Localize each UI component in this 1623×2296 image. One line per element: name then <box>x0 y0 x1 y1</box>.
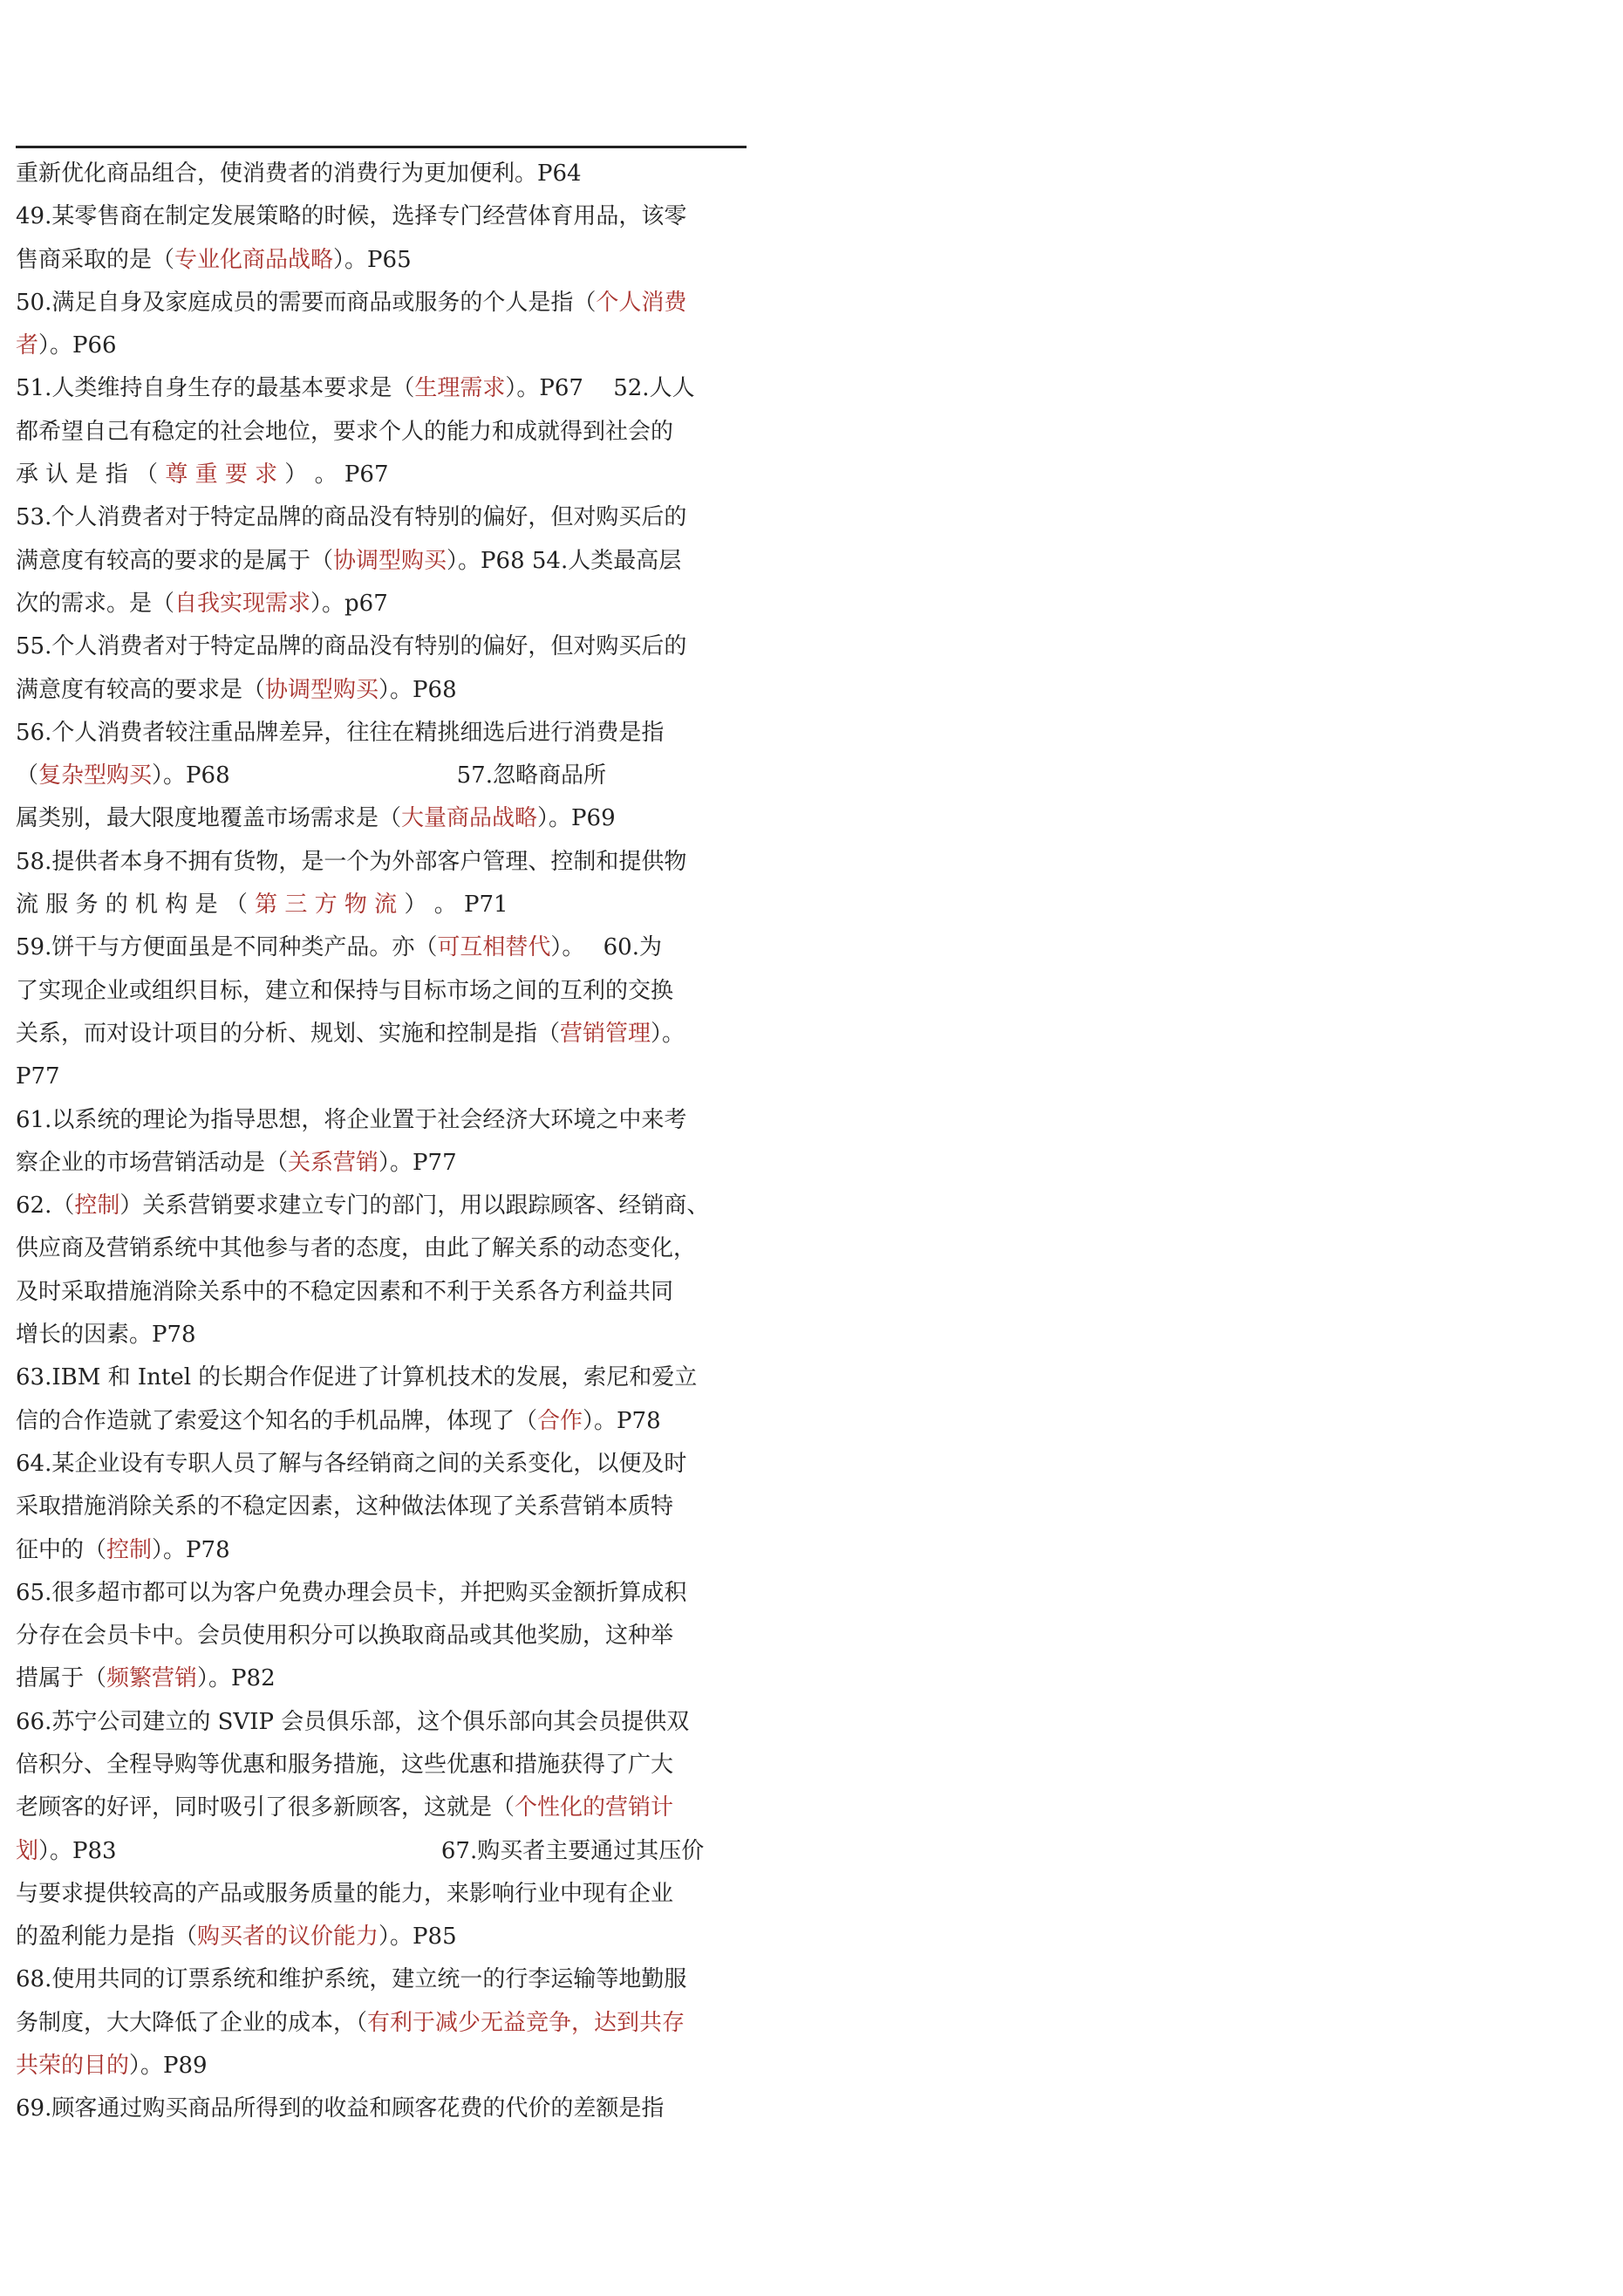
answer-text: 频繁营销 <box>106 1665 198 1692</box>
question-text: 务制度，大大降低了企业的成本，（ <box>16 2009 368 2036</box>
text-line <box>16 1443 747 1486</box>
text-line <box>16 540 747 583</box>
text-line <box>16 1572 747 1615</box>
text-line <box>16 583 747 625</box>
question-text: 56.个人消费者较注重品牌差异，往往在精挑细选后进行消费是指 <box>16 719 665 746</box>
answer-text: 协调型购买 <box>333 547 447 574</box>
question-text: 察企业的市场营销活动是（ <box>16 1149 289 1176</box>
question-text: 增长的因素。P78 <box>16 1322 196 1349</box>
text-line <box>16 195 747 238</box>
question-text: 倍积分、全程导购等优惠和服务措施，这些优惠和措施获得了广大 <box>16 1751 674 1778</box>
text-line <box>16 1185 747 1227</box>
question-text: 供应商及营销系统中其他参与者的态度，由此了解关系的动态变化， <box>16 1235 697 1262</box>
answer-text: 合作 <box>537 1407 583 1434</box>
question-text: ） 。 P71 <box>397 892 508 919</box>
question-text: 措属于（ <box>16 1665 107 1692</box>
answer-text: 生理需求 <box>414 375 506 402</box>
question-text: 49.某零售商在制定发展策略的时候，选择专门经营体育用品，该零 <box>16 203 687 230</box>
text-line <box>16 669 747 712</box>
answer-text: 协调型购买 <box>265 676 379 703</box>
question-text: 重新优化商品组合，使消费者的消费行为更加便利。P64 <box>16 161 582 187</box>
text-line <box>16 367 747 410</box>
question-text: ）。P78 <box>152 1536 230 1563</box>
question-text: 流 服 务 的 机 构 是 （ <box>16 892 256 919</box>
question-text: ）。P83 67.购买者主要通过其压价 <box>38 1837 705 1864</box>
question-text: （ <box>16 762 39 789</box>
question-text: 50.满足自身及家庭成员的需要而商品或服务的个人是指（ <box>16 289 597 316</box>
question-text: ）。p67 <box>310 590 388 617</box>
question-text: P77 <box>16 1063 60 1090</box>
question-text: 65.很多超市都可以为客户免费办理会员卡，并把购买金额折算成积 <box>16 1579 687 1606</box>
question-text: ）。 <box>651 1020 685 1047</box>
question-text: ）。P77 <box>378 1149 457 1176</box>
text-line <box>16 2002 747 2045</box>
answer-text: 关系营销 <box>288 1149 379 1176</box>
question-text: 及时采取措施消除关系中的不稳定因素和不利于关系各方利益共同 <box>16 1278 674 1305</box>
text-line <box>16 1227 747 1270</box>
question-text: 59.饼干与方便面虽是不同种类产品。亦（ <box>16 934 438 961</box>
text-line <box>16 1099 747 1142</box>
question-text: 属类别，最大限度地覆盖市场需求是（ <box>16 805 402 832</box>
text-line <box>16 454 747 496</box>
answer-text: 尊 重 要 求 <box>165 461 278 489</box>
question-text: 62.（ <box>16 1192 75 1220</box>
text-line <box>16 1142 747 1185</box>
question-text: ）。P66 <box>38 332 117 359</box>
question-text: 老顾客的好评，同时吸引了很多新顾客，这就是（ <box>16 1794 515 1821</box>
question-text: 55.个人消费者对于特定品牌的商品没有特别的偏好，但对购买后的 <box>16 633 687 660</box>
answer-text: 控制 <box>106 1536 153 1563</box>
question-text: 61.以系统的理论为指导思想，将企业置于社会经济大环境之中来考 <box>16 1106 687 1133</box>
text-line <box>16 2088 747 2130</box>
text-line <box>16 496 747 539</box>
text-line <box>16 1271 747 1314</box>
text-line <box>16 1615 747 1657</box>
question-text: 征中的（ <box>16 1536 107 1563</box>
answer-text: 共荣的目的 <box>16 2053 130 2080</box>
text-line <box>16 411 747 454</box>
answer-text: 大量商品战略 <box>401 805 538 832</box>
text-line <box>16 970 747 1013</box>
question-text: 次的需求。是（ <box>16 590 175 617</box>
text-line <box>16 755 747 797</box>
text-line <box>16 239 747 282</box>
text-line <box>16 1701 747 1744</box>
question-text: ）。P67 52.人人 <box>505 375 695 402</box>
question-text: 的盈利能力是指（ <box>16 1924 198 1951</box>
text-line <box>16 884 747 926</box>
text-line <box>16 1356 747 1399</box>
question-text: ）。P68 57.忽略商品所 <box>152 762 606 789</box>
question-text: 满意度有较高的要求的是属于（ <box>16 547 334 574</box>
text-line <box>16 1787 747 1829</box>
question-text: ）。 60.为 <box>550 934 662 961</box>
text-line <box>16 2045 747 2088</box>
answer-text: 营销管理 <box>560 1020 651 1047</box>
text-line <box>16 1056 747 1098</box>
question-text: 了实现企业或组织目标，建立和保持与目标市场之间的互利的交换 <box>16 977 674 1004</box>
text-line <box>16 153 747 195</box>
question-text: 关系，而对设计项目的分析、规划、实施和控制是指（ <box>16 1020 561 1047</box>
text-line <box>16 1314 747 1356</box>
text-line <box>16 1744 747 1787</box>
text-line <box>16 712 747 755</box>
text-line <box>16 282 747 325</box>
question-text: ）关系营销要求建立专门的部门，用以跟踪顾客、经销商、 <box>119 1192 710 1220</box>
text-line <box>16 1958 747 2001</box>
answer-text: 有利于减少无益竞争，达到共存 <box>367 2009 685 2036</box>
question-text: 信的合作造就了索爱这个知名的手机品牌，体现了（ <box>16 1407 538 1434</box>
text-line <box>16 1916 747 1958</box>
question-text: 满意度有较高的要求是（ <box>16 676 266 703</box>
question-text: 分存在会员卡中。会员使用积分可以换取商品或其他奖励，这种举 <box>16 1623 674 1650</box>
answer-text: 个性化的营销计 <box>515 1794 674 1821</box>
question-text: 64.某企业设有专职人员了解与各经销商之间的关系变化，以便及时 <box>16 1450 687 1477</box>
answer-text: 者 <box>16 332 39 359</box>
question-text: ）。P78 <box>583 1407 661 1434</box>
answer-text: 自我实现需求 <box>174 590 311 617</box>
question-text: ）。P85 <box>378 1924 457 1951</box>
text-line <box>16 841 747 884</box>
text-line <box>16 1873 747 1916</box>
question-text: 68.使用共同的订票系统和维护系统，建立统一的行李运输等地勤服 <box>16 1966 687 1993</box>
question-text: ）。P82 <box>197 1665 276 1692</box>
text-line <box>16 325 747 367</box>
question-text: 53.个人消费者对于特定品牌的商品没有特别的偏好，但对购买后的 <box>16 504 687 531</box>
text-line <box>16 926 747 969</box>
text-line <box>16 1830 747 1873</box>
question-text: 与要求提供较高的产品或服务质量的能力，来影响行业中现有企业 <box>16 1880 674 1907</box>
answer-text: 可互相替代 <box>437 934 551 961</box>
answer-text: 复杂型购买 <box>38 762 153 789</box>
question-text: 51.人类维持自身生存的最基本要求是（ <box>16 375 415 402</box>
text-line <box>16 1486 747 1528</box>
text-line <box>16 1400 747 1443</box>
question-text: ）。P89 <box>129 2053 208 2080</box>
question-text: 承 认 是 指 （ <box>16 461 166 489</box>
answer-text: 控制 <box>74 1192 120 1220</box>
answer-text: 划 <box>16 1837 39 1864</box>
question-text: 58.提供者本身不拥有货物，是一个为外部客户管理、控制和提供物 <box>16 848 687 875</box>
question-text: ）。P68 54.人类最高层 <box>447 547 682 574</box>
answer-text: 专业化商品战略 <box>174 246 334 273</box>
question-list <box>16 153 747 2131</box>
question-text: 63.IBM 和 Intel 的长期合作促进了计算机技术的发展，索尼和爱立 <box>16 1364 698 1391</box>
answer-text: 购买者的议价能力 <box>197 1924 379 1951</box>
text-line <box>16 1529 747 1572</box>
question-text: 采取措施消除关系的不稳定因素，这种做法体现了关系营销本质特 <box>16 1493 674 1520</box>
text-line <box>16 625 747 668</box>
question-text: 都希望自己有稳定的社会地位，要求个人的能力和成就得到社会的 <box>16 418 674 445</box>
answer-text: 个人消费 <box>596 289 687 316</box>
text-line <box>16 797 747 840</box>
question-text: ）。P69 <box>537 805 616 832</box>
header-rule <box>16 146 747 148</box>
question-text: 售商采取的是（ <box>16 246 175 273</box>
text-line <box>16 1657 747 1700</box>
text-line <box>16 1013 747 1056</box>
answer-text: 第 三 方 物 流 <box>255 892 398 919</box>
question-text: 66.苏宁公司建立的 SVIP 会员俱乐部，这个俱乐部向其会员提供双 <box>16 1708 690 1735</box>
question-text: ）。P68 <box>378 676 457 703</box>
question-text: ）。P65 <box>333 246 412 273</box>
question-text: ） 。 P67 <box>277 461 389 489</box>
question-text: 69.顾客通过购买商品所得到的收益和顾客花费的代价的差额是指 <box>16 2095 665 2122</box>
